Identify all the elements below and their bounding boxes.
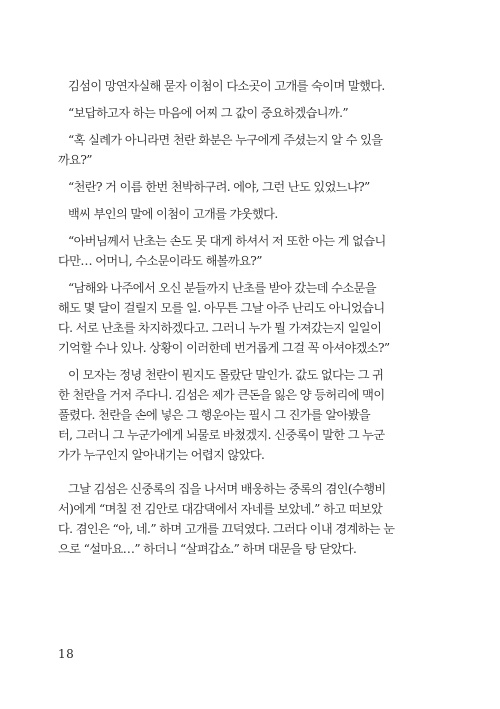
text-line: 다만… 어머니, 수소문이라도 해볼까요?” <box>58 254 262 268</box>
text-line: 까요?” <box>58 153 92 167</box>
text-line: 한 천란을 거저 주다니. 김섬은 제가 큰돈을 잃은 양 등허리에 맥이 <box>58 388 385 402</box>
text-line: “보답하고자 하는 마음에 어찌 그 값이 중요하겠습니까.” <box>68 106 348 120</box>
body-text <box>58 76 444 559</box>
text-line: “남해와 나주에서 오신 분들까지 난초를 받아 갔는데 수소문을 <box>68 281 376 295</box>
text-line: 백씨 부인의 말에 이첨이 고개를 갸웃했다. <box>68 207 278 221</box>
text-line: 김섬이 망연자실해 묻자 이첨이 다소곳이 고개를 숙이며 말했다. <box>68 79 385 93</box>
text-line: 가가 누구인지 알아내기는 어렵지 않았다. <box>58 448 265 462</box>
text-line: 그날 김섬은 신중록의 집을 나서며 배웅하는 중록의 겸인(수행비 <box>68 482 386 496</box>
text-line: 이 모자는 정녕 천란이 뭔지도 몰랐단 말인가. 값도 없다는 그 귀 <box>68 368 384 382</box>
text-line: “혹 실례가 아니라면 천란 화분은 누구에게 주셨는지 알 수 있을 <box>68 133 383 147</box>
text-line: 으로 “설마요…” 하더니 “살펴갑쇼.” 하며 대문을 탕 닫았다. <box>58 542 357 556</box>
text-line: 터, 그러니 그 누군가에게 뇌물로 바쳤겠지. 신중록이 말한 그 누군 <box>58 428 385 442</box>
text-line: “아버님께서 난초는 손도 못 대게 하셔서 저 또한 아는 게 없습니 <box>68 234 386 248</box>
text-line: “천란? 거 이름 한번 천박하구려. 에야, 그런 난도 있었느냐?” <box>68 180 370 194</box>
text-line: 풀렸다. 천란을 손에 넣은 그 행운아는 필시 그 진가를 알아봤을 <box>58 408 371 422</box>
page-number: 18 <box>58 647 75 661</box>
text-line: 다. 서로 난초를 차지하겠다고. 그러니 누가 뭘 가져갔는지 일일이 <box>58 321 382 335</box>
text-line: 서)에게 “며칠 전 김안로 대감댁에서 자네를 보았네.” 하고 떠보았 <box>58 502 383 516</box>
text-line: 다. 겸인은 “아, 네.” 하며 고개를 끄덕였다. 그러다 이내 경계하는 눈 <box>58 522 395 536</box>
text-line: 해도 몇 달이 걸릴지 모를 일. 아무튼 그날 아주 난리도 아니었습니 <box>58 301 385 315</box>
text-line: 기억할 수나 있나. 상황이 이러한데 번거롭게 그걸 꼭 아셔야겠소?” <box>58 341 390 355</box>
